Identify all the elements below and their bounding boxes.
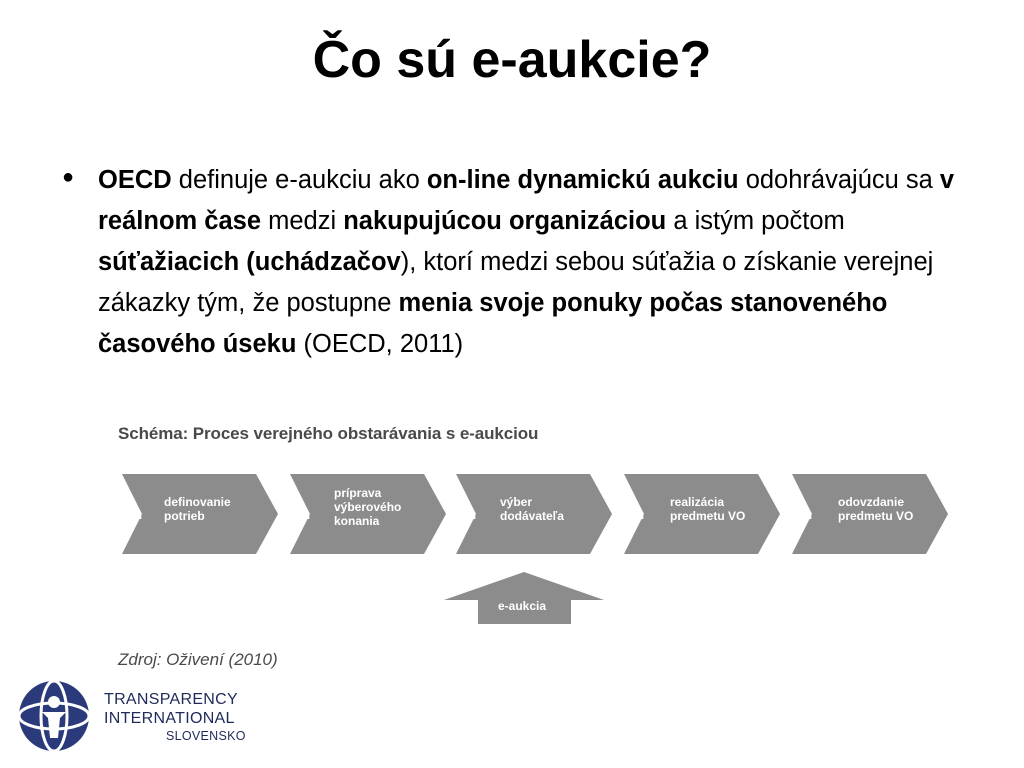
step-2-number: 2. — [294, 502, 311, 524]
slide-title: Čo sú e-aukcie? — [312, 31, 712, 89]
e-auction-up-arrow — [444, 572, 604, 624]
logo-line-3: SLOVENSKO — [166, 729, 246, 743]
bullet-segment: a istým počtom — [666, 207, 845, 235]
logo-line-2: INTERNATIONAL — [104, 710, 235, 727]
step-3-label: výber dodávateľa — [500, 495, 564, 523]
bullet-segment: odohrávajúcu sa — [738, 166, 940, 194]
step-1-number: 1. — [126, 502, 143, 524]
bullet-segment: súťažiacich (uchádzačov — [98, 248, 401, 276]
step-1-label: definovanie potrieb — [164, 495, 231, 523]
bullet-segment: OECD — [98, 166, 172, 194]
e-auction-label: e-aukcia — [498, 599, 547, 613]
ti-globe-icon — [16, 678, 92, 754]
logo-text — [104, 690, 246, 744]
diagram-source: Zdroj: Oživení (2010) — [118, 650, 278, 669]
step-5-label: odovzdanie predmetu VO — [838, 495, 914, 523]
process-diagram — [116, 422, 976, 684]
step-2-label: príprava výberového konania — [334, 486, 402, 528]
bullet-dot-icon: ● — [62, 166, 75, 188]
step-4-number: 4. — [628, 502, 645, 524]
bullet-segment: menia svoje ponuky počas stanoveného časového úseku — [98, 289, 888, 358]
step-4-label: realizácia predmetu VO — [670, 495, 746, 523]
bullet-segment: ), ktorí medzi sebou súťažia o získanie verejnej zákazky tým, že postupne — [98, 248, 934, 317]
bullet-segment: (OECD, 2011) — [296, 330, 464, 358]
logo-line-1: TRANSPARENCY — [104, 691, 238, 708]
bullet-segment: v reálnom čase — [98, 166, 955, 235]
bullet-segment: on-line dynamickú aukciu — [426, 166, 739, 194]
bullet-segment: nakupujúcou organizáciou — [343, 207, 667, 235]
bullet-segment: definuje e-aukciu ako — [171, 166, 427, 194]
diagram-title: Schéma: Proces verejného obstarávania s e-aukciou — [118, 424, 539, 443]
step-5-number: 5. — [796, 502, 813, 524]
diagram-arrows — [116, 422, 976, 684]
step-3-number: 3. — [460, 502, 477, 524]
bullet-text — [98, 160, 958, 365]
transparency-international-logo — [16, 678, 276, 760]
bullet-segment: medzi — [261, 207, 344, 235]
